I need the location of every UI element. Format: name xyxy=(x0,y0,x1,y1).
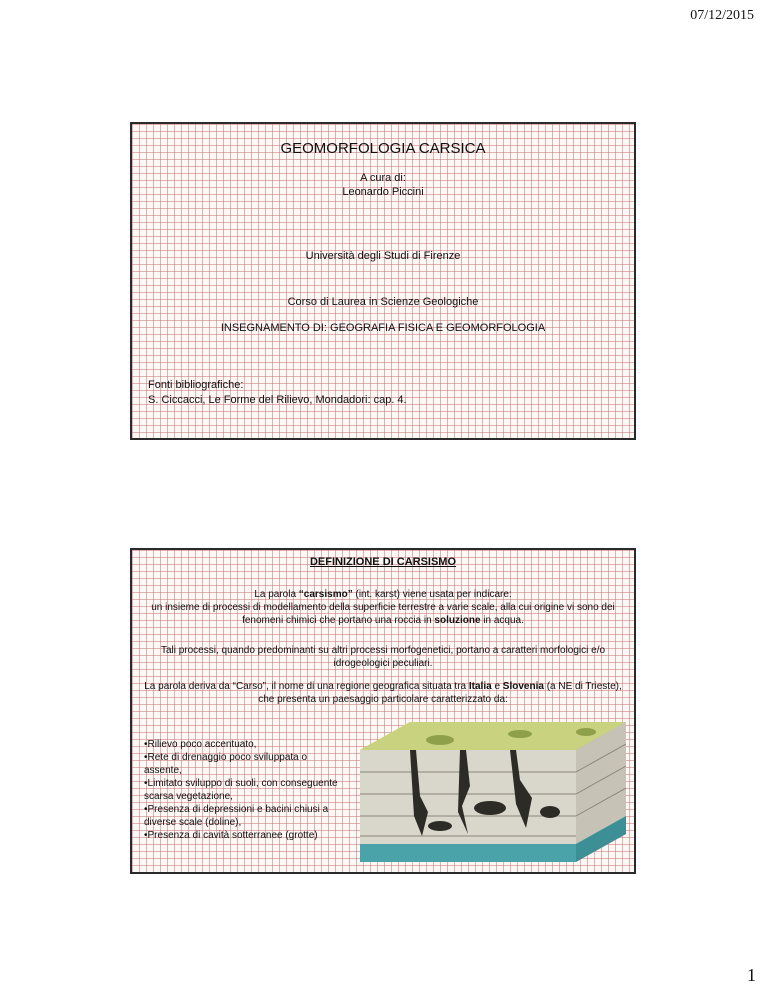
list-item: •Presenza di depressioni e bacini chiusi a diverse scale (doline), xyxy=(144,804,329,828)
page-date: 07/12/2015 xyxy=(690,8,754,23)
teaching-name: INSEGNAMENTO DI: GEOGRAFIA FISICA E GEOMORFOLOGIA xyxy=(220,322,546,334)
list-item: •Rete di drenaggio poco sviluppata o assente, xyxy=(144,752,308,776)
definition-paragraph-2: Tali processi, quando predominanti su altri processi morfogenetici, portano a caratteri morfologici e/o idrogeologici peculiari. xyxy=(160,645,606,669)
slovenia-term: Slovenia xyxy=(502,681,544,692)
carsismo-term: “carsismo” xyxy=(298,589,353,600)
curated-by-label: A cura di: xyxy=(360,172,406,184)
university-name: Università degli Studi di Firenze xyxy=(305,250,461,262)
list-item: •Limitato sviluppo di suoli, con conseguente scarsa vegetazione, xyxy=(144,778,338,802)
italia-term: Italia xyxy=(468,681,492,692)
list-item: •Rilievo poco accentuato, xyxy=(144,739,257,750)
p1-text: La parola xyxy=(254,589,299,600)
course-name: Corso di Laurea in Scienze Geologiche xyxy=(287,296,479,308)
definition-paragraph-3 xyxy=(142,680,624,706)
p1-text-4: in acqua. xyxy=(480,615,524,626)
author-name: Leonardo Piccini xyxy=(342,186,424,198)
p3-text-3: (a NE di Trieste), che presenta un paesaggio particolare caratterizzato da: xyxy=(258,681,622,705)
sources-label: Fonti bibliografiche: xyxy=(148,379,244,391)
p3-text-2: e xyxy=(491,681,503,692)
page-number: 1 xyxy=(747,965,756,985)
p1-text-3: un insieme di processi di modellamento della superficie terrestre a varie scale, alla cui origine vi sono dei fenomeni chimici che portano una roccia in xyxy=(151,602,615,626)
sources-text: S. Ciccacci, Le Forme del Rilievo, Mondadori: cap. 4. xyxy=(148,394,407,406)
karst-block-diagram xyxy=(350,716,626,868)
p3-text: La parola deriva da “Carso”, il nome di una regione geografica situata tra xyxy=(144,681,469,692)
sources-block xyxy=(148,378,407,408)
p1-text-2: (int. karst) viene usata per indicare: xyxy=(352,589,512,600)
list-item: •Presenza di cavità sotterranee (grotte) xyxy=(144,830,318,841)
soluzione-term: soluzione xyxy=(434,615,481,626)
karst-features-list xyxy=(144,738,344,842)
slide-title xyxy=(130,122,636,440)
slide-definition xyxy=(130,548,636,874)
slide-title-heading: GEOMORFOLOGIA CARSICA xyxy=(280,140,486,157)
definition-paragraph-1 xyxy=(142,588,624,627)
definition-heading: DEFINIZIONE DI CARSISMO xyxy=(309,556,457,568)
